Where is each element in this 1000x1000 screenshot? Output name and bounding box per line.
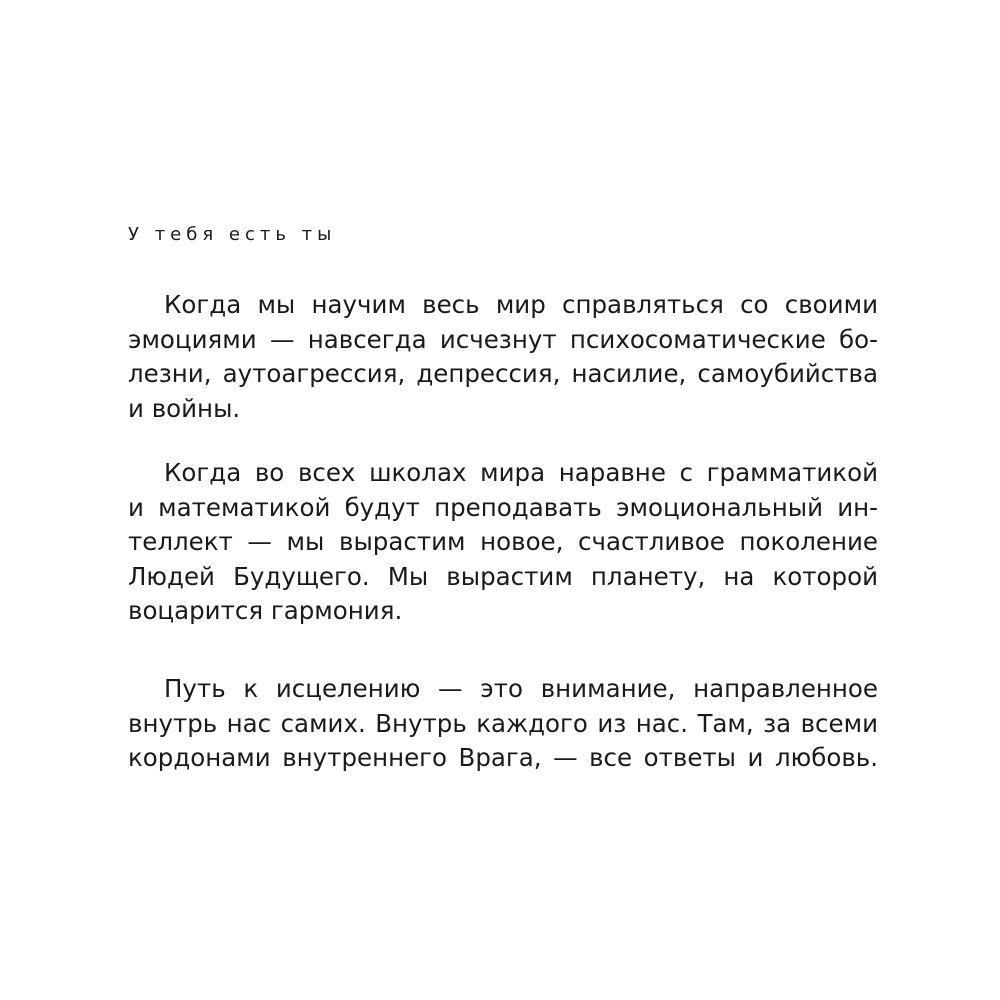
paragraph-line: Когда мы научим весь мир справляться со своими (164, 290, 878, 319)
paragraph-line: и математикой будут преподавать эмоциональный ин- (128, 492, 878, 522)
paragraph-line: теллект — мы вырастим новое, счастливое поколение (128, 527, 878, 556)
paragraph-line: лезни, аутоагрессия, депрессия, насилие, самоубийства (128, 359, 878, 388)
paragraph-line: Когда во всех школах мира наравне с грамматикой (164, 458, 878, 487)
paragraph-1 (128, 288, 878, 426)
paragraph-line: воцарится гармония. (128, 596, 403, 625)
paragraph-line: эмоциями — навсегда исчезнут психосоматические бо- (128, 324, 878, 354)
paragraph-line: внутрь нас самих. Внутрь каждого из нас. Там, за всеми (128, 708, 878, 738)
paragraph-line: Путь к исцелению — это внимание, направленное (164, 674, 878, 703)
paragraph-line: Людей Будущего. Мы вырастим планету, на которой (128, 561, 878, 591)
paragraph-line: кордонами внутреннего Врага, — все ответы и любовь. (128, 743, 878, 772)
paragraph-3 (128, 672, 878, 776)
running-head: У тебя есть ты (128, 224, 337, 245)
paragraph-line: и войны. (128, 393, 241, 423)
paragraph-2 (128, 456, 878, 629)
